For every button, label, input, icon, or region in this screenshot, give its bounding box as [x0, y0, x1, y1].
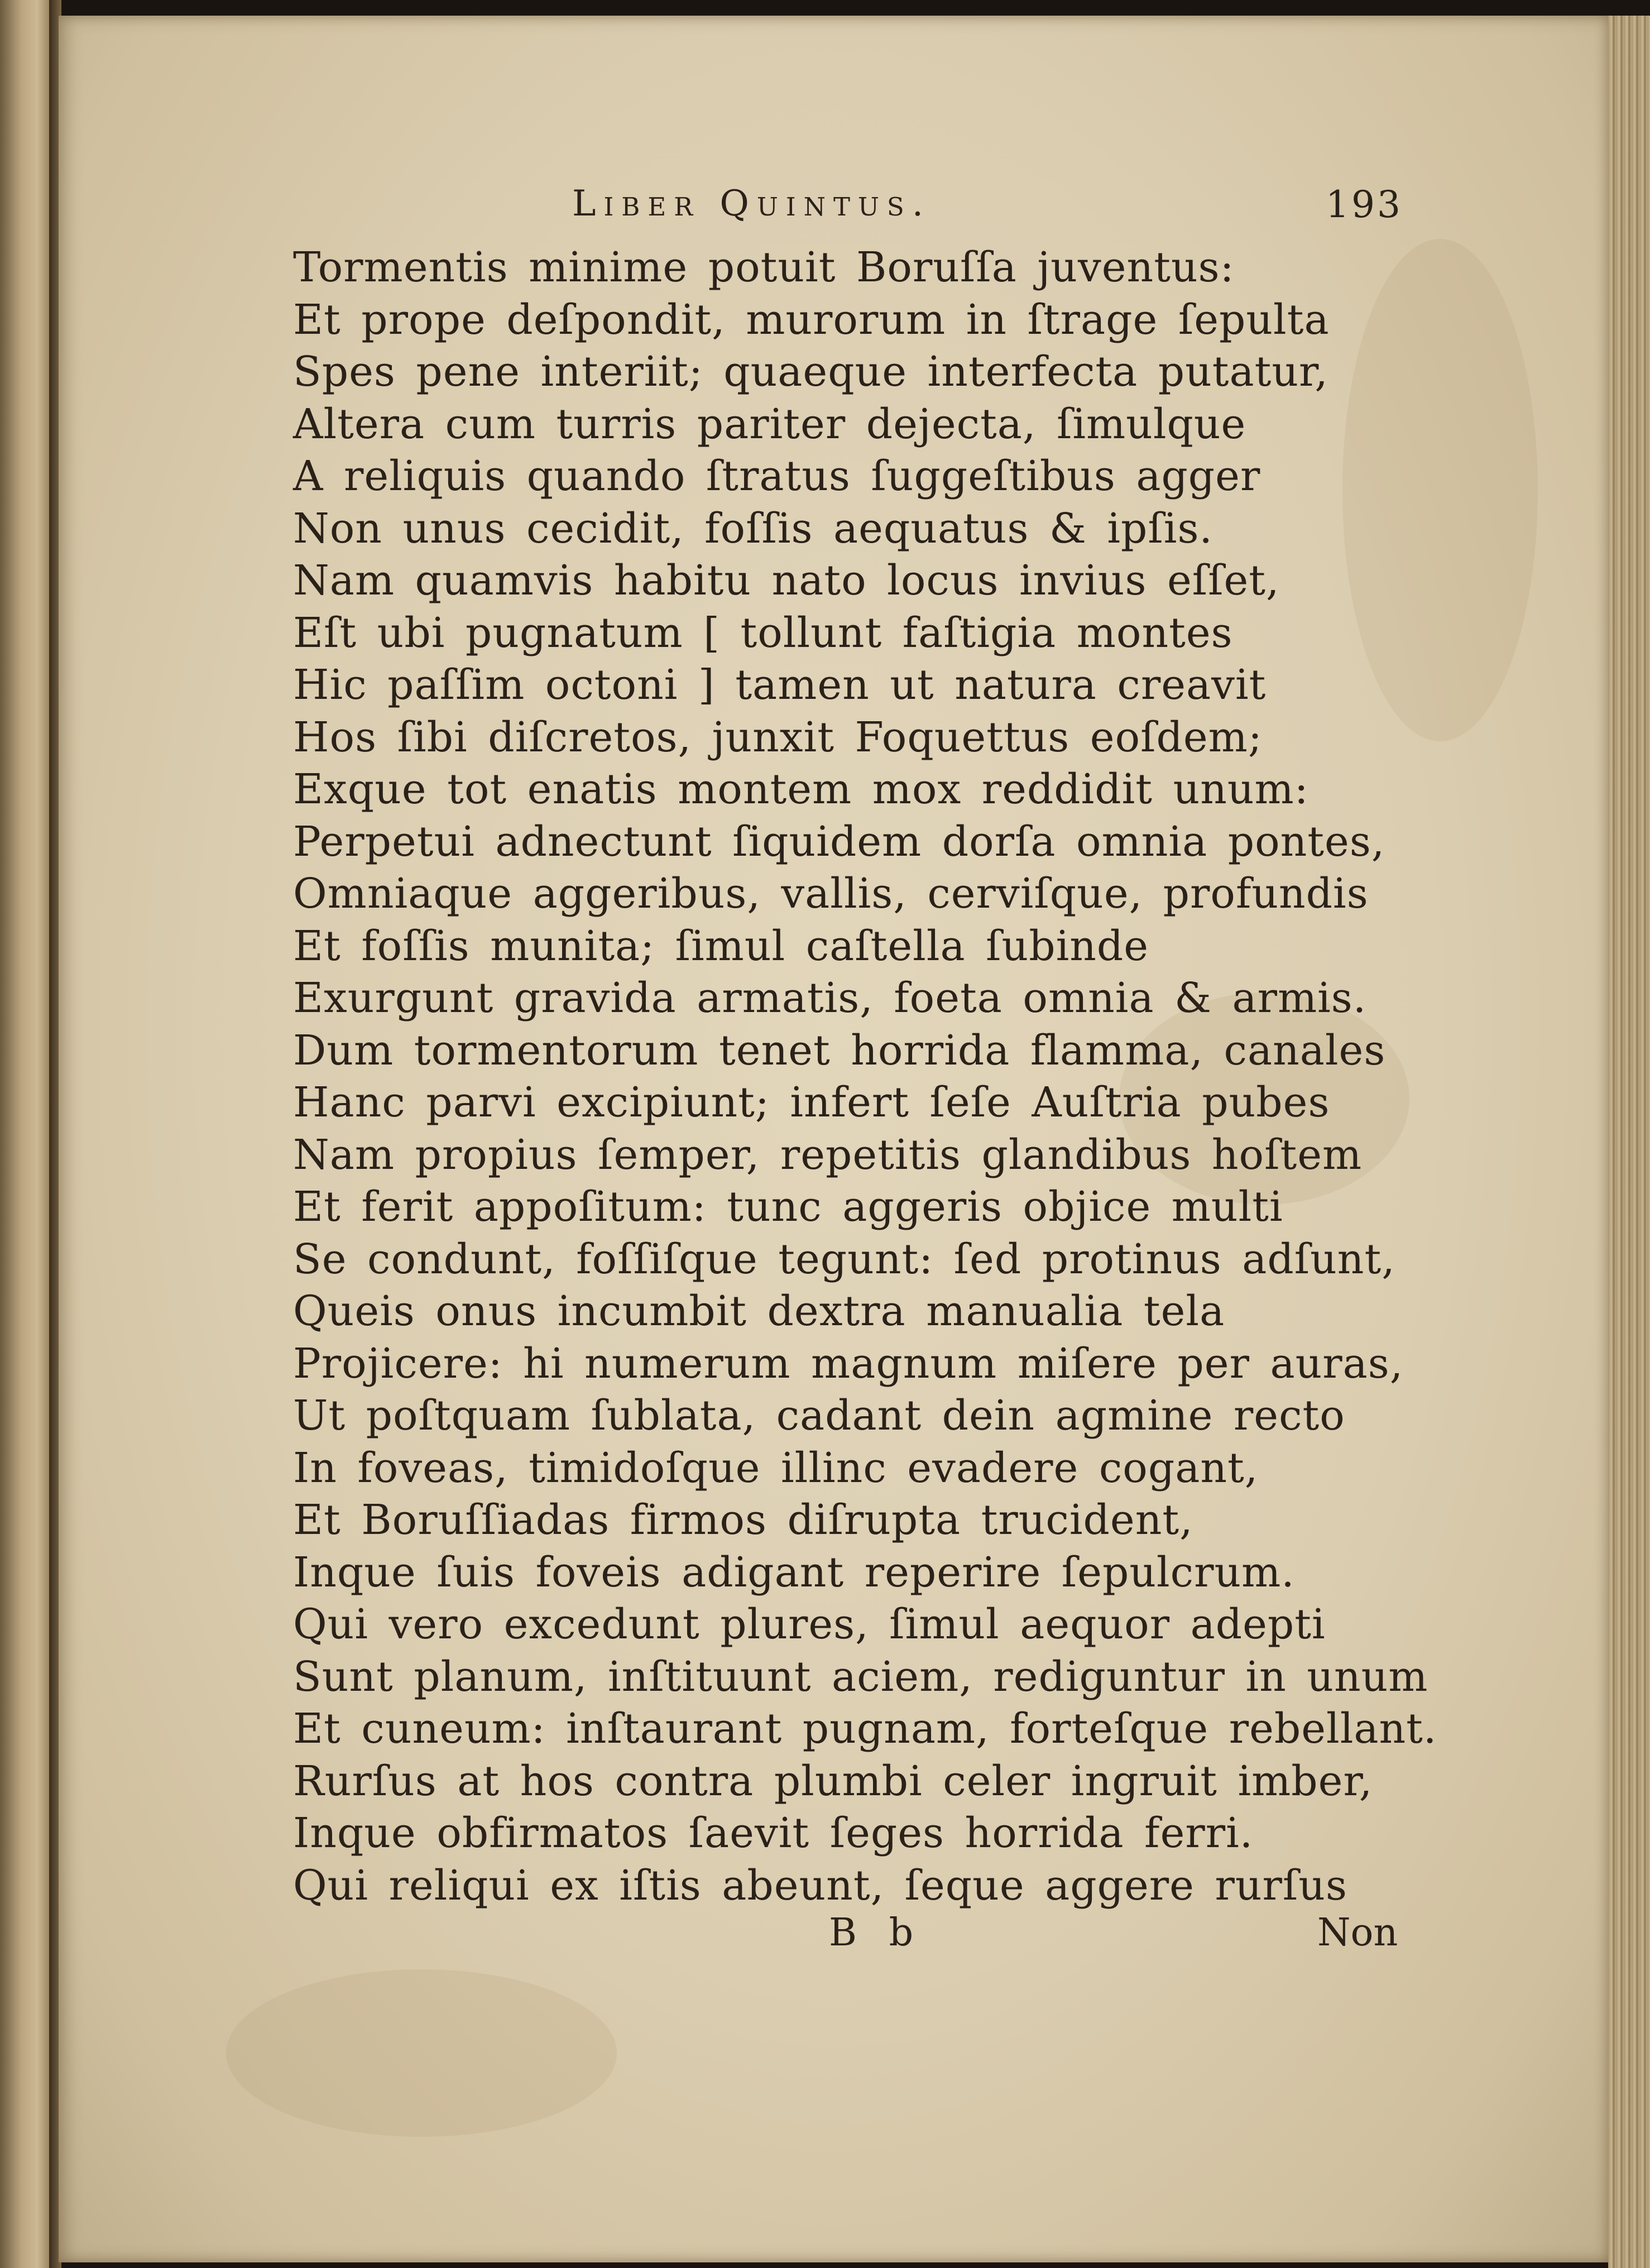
verse-line: Inque obfirmatos ſaevit ſeges horrida ferri.	[293, 1809, 1254, 1857]
verse-line: Dum tormentorum tenet horrida flamma, canales	[293, 1026, 1386, 1075]
verse-line: Nam propius ſemper, repetitis glandibus hoſtem	[293, 1130, 1363, 1179]
verse-line: Qui reliqui ex iſtis abeunt, ſeque aggere rurſus	[293, 1861, 1347, 1910]
verse-line: Hos ſibi diſcretos, junxit Foquettus eoſdem;	[293, 713, 1263, 761]
verse-line: Exurgunt gravida armatis, foeta omnia & armis.	[293, 974, 1367, 1022]
book-page	[59, 16, 1608, 2262]
verse-line: Spes pene interiit; quaeque interfecta putatur,	[293, 348, 1328, 396]
page-edges	[1608, 16, 1650, 2268]
verse-line: Et ferit appoſitum: tunc aggeris objice multi	[293, 1183, 1283, 1231]
verse-line: Ut poſtquam ſublata, cadant dein agmine recto	[293, 1392, 1345, 1440]
verse-line: Projicere: hi numerum magnum miſere per auras,	[293, 1339, 1404, 1388]
verse-line: Nam quamvis habitu nato locus invius eſſet,	[293, 557, 1280, 605]
catchword: Non	[1317, 1911, 1398, 1955]
facing-page-edge	[0, 0, 53, 2268]
running-head: Liber Quintus.	[572, 183, 932, 224]
signature-mark: B b	[829, 1911, 924, 1955]
verse-line: Et prope deſpondit, murorum in ſtrage ſepulta	[293, 295, 1330, 344]
verse-line: Altera cum turris pariter dejecta, ſimulque	[293, 400, 1246, 448]
verse-line: Inque ſuis foveis adigant reperire ſepulcrum.	[293, 1548, 1295, 1596]
verse-line: Eſt ubi pugnatum [ tollunt faſtigia montes	[293, 608, 1233, 657]
page-number: 193	[1326, 183, 1403, 226]
verse-line: Hic paſſim octoni ] tamen ut natura creavit	[293, 661, 1267, 709]
verse-line: Et Boruſſiadas firmos diſrupta trucident,	[293, 1496, 1193, 1544]
verse-line: Omniaque aggeribus, vallis, cerviſque, profundis	[293, 870, 1369, 918]
verse-line: Rurſus at hos contra plumbi celer ingruit imber,	[293, 1757, 1373, 1805]
verse-line: Exque tot enatis montem mox reddidit unum:	[293, 765, 1309, 813]
verse-lines	[293, 242, 1465, 1912]
verse-line: In foveas, timidoſque illinc evadere cogant,	[293, 1444, 1259, 1492]
verse-line: Qui vero excedunt plures, ſimul aequor adepti	[293, 1600, 1326, 1648]
verse-line: Non unus cecidit, foſſis aequatus & ipſis.	[293, 504, 1213, 553]
verse-line: Tormentis minime potuit Boruſſa juventus:	[293, 243, 1235, 291]
verse-line: Et cuneum: inſtaurant pugnam, forteſque rebellant.	[293, 1705, 1437, 1753]
verse-line: A reliquis quando ſtratus ſuggeſtibus agger	[293, 452, 1261, 500]
verse-line: Queis onus incumbit dextra manualia tela	[293, 1287, 1225, 1335]
verse-line: Hanc parvi excipiunt; infert ſeſe Auſtria pubes	[293, 1078, 1330, 1126]
verse-line: Sunt planum, inſtituunt aciem, rediguntur in unum	[293, 1652, 1428, 1701]
verse-line: Se condunt, foſſiſque tegunt: ſed protinus adſunt,	[293, 1235, 1395, 1283]
page-text	[59, 16, 1608, 2262]
verse-line: Perpetui adnectunt ſiquidem dorſa omnia pontes,	[293, 817, 1385, 866]
verse-line: Et foſſis munita; ſimul caſtella ſubinde	[293, 922, 1149, 970]
